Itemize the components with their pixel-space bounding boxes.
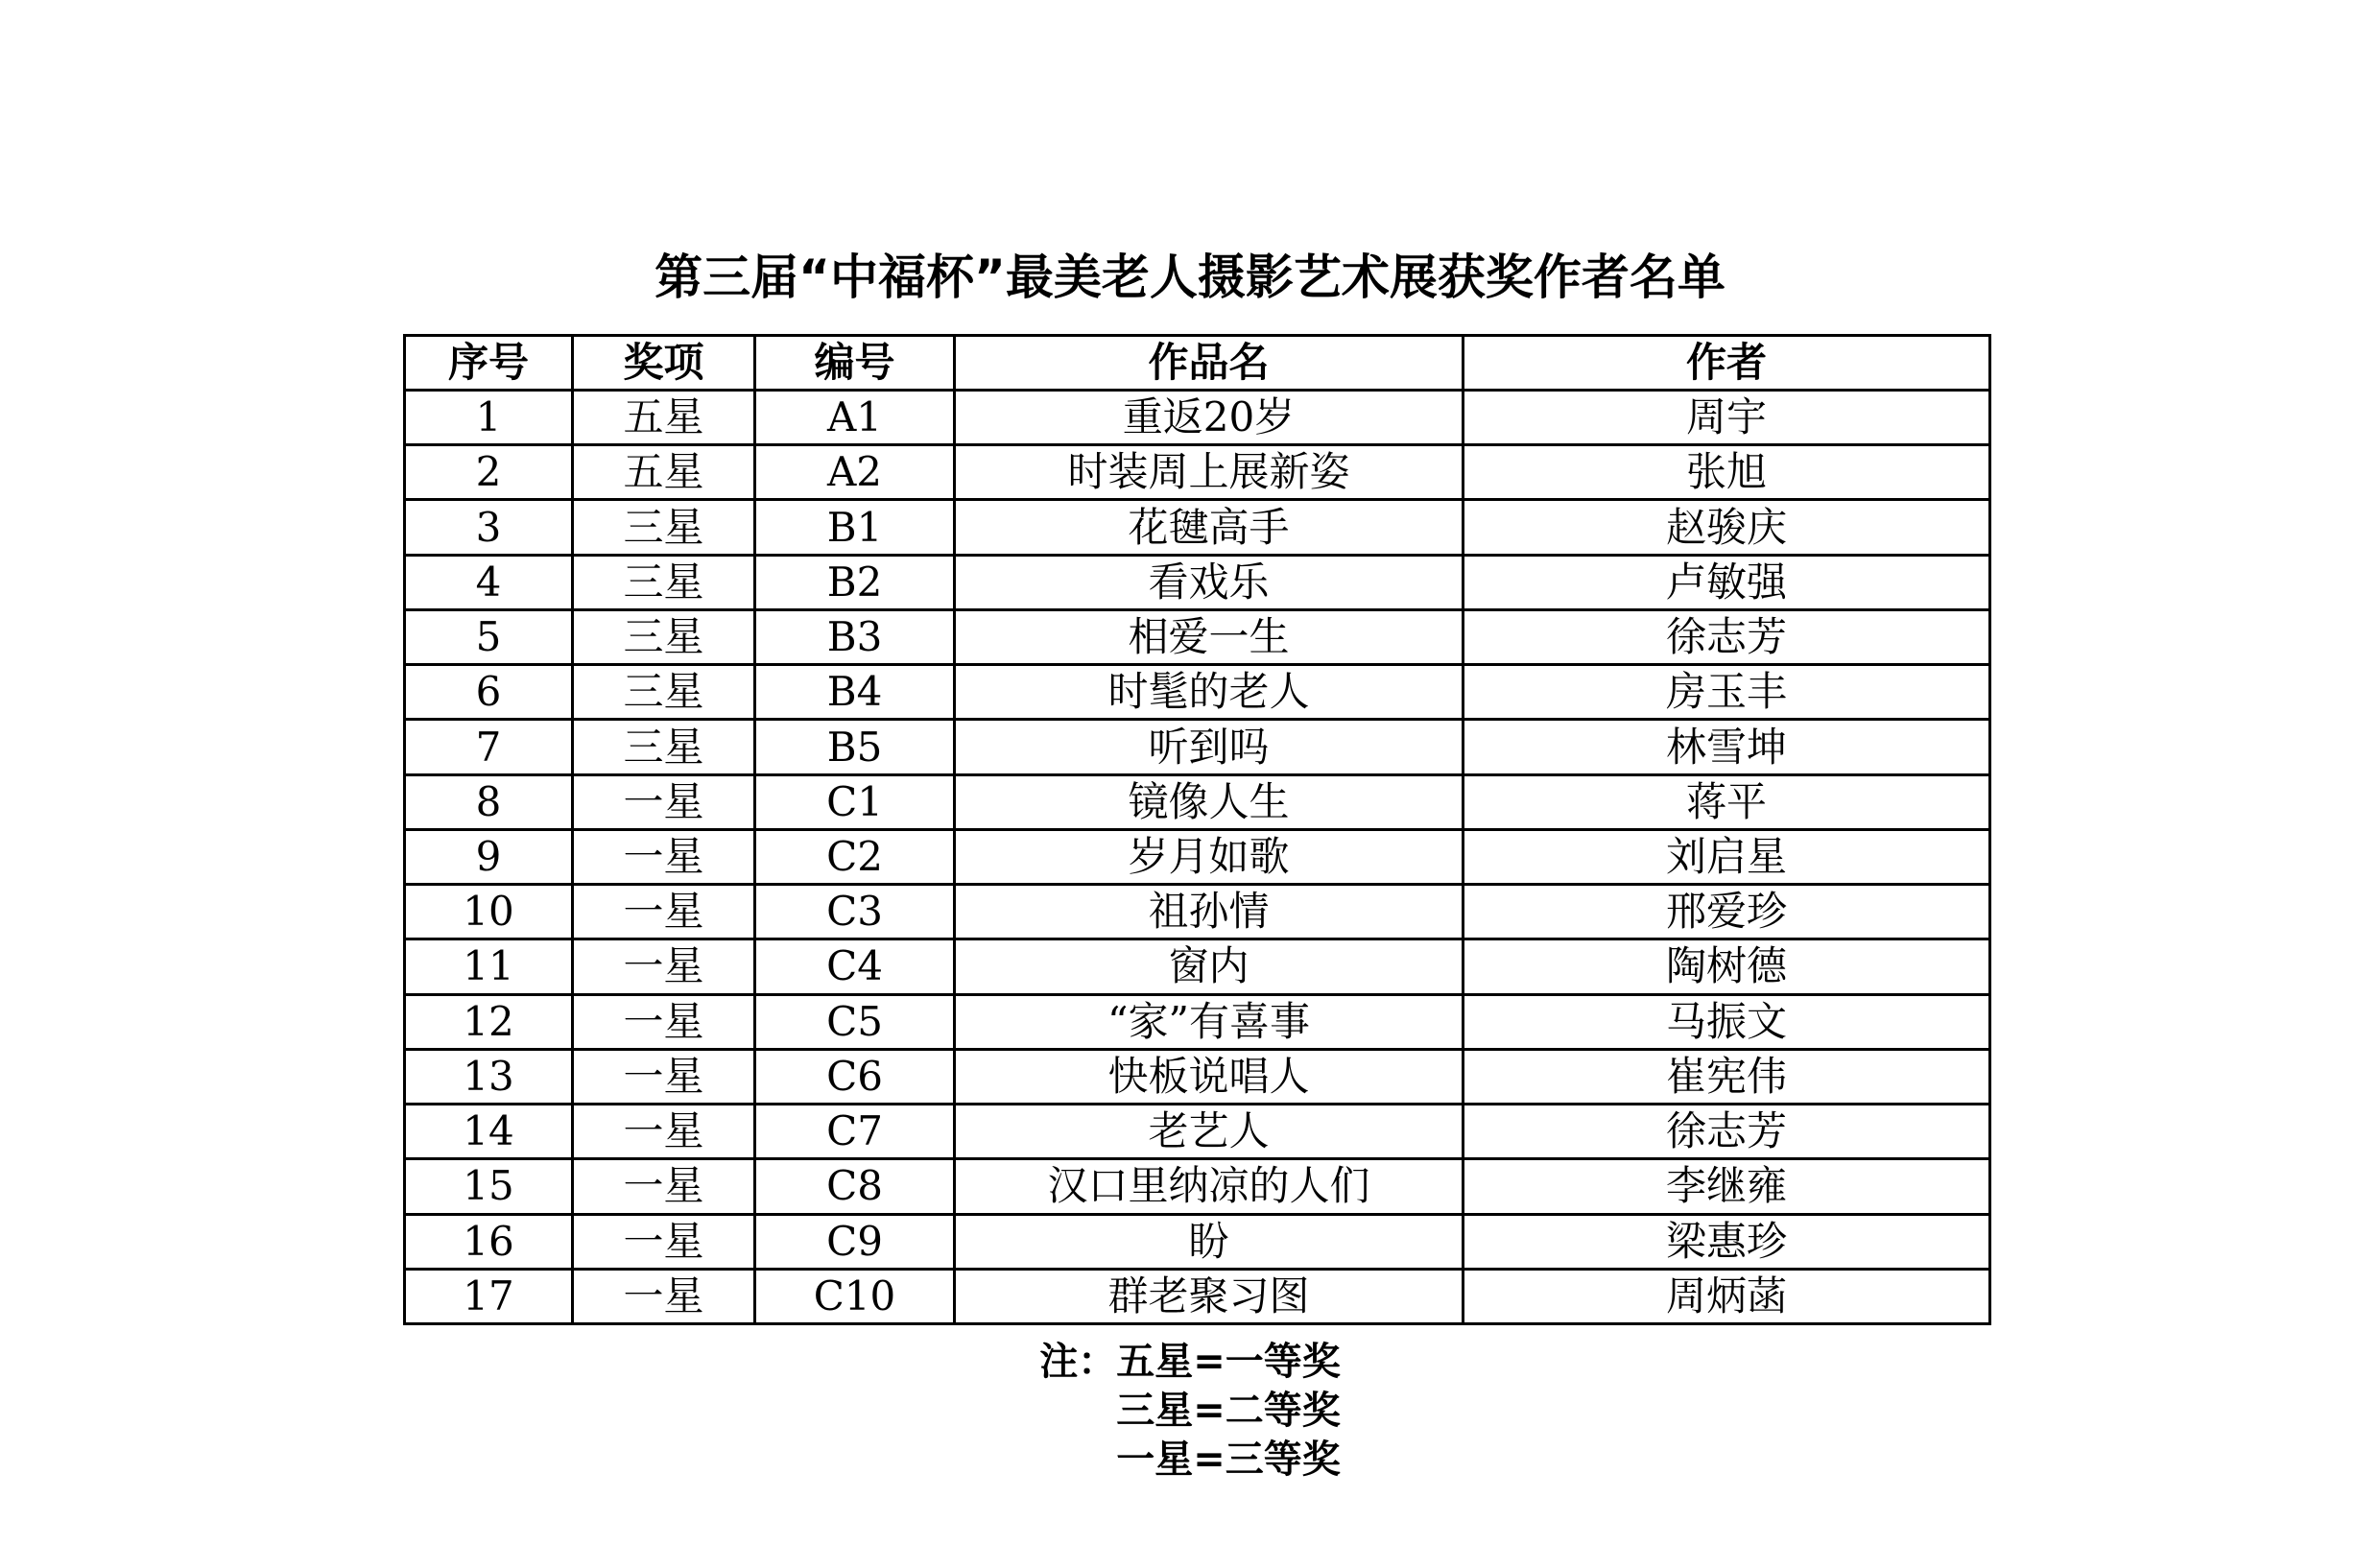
cell-code: B2 bbox=[755, 555, 955, 609]
cell-serial-number: 5 bbox=[405, 609, 573, 664]
table-row bbox=[405, 1269, 1990, 1323]
cell-serial-number: 16 bbox=[405, 1214, 573, 1269]
cell-code: B1 bbox=[755, 500, 955, 555]
cell-work-title: 祖孙情 bbox=[955, 885, 1464, 939]
cell-award: 一星 bbox=[573, 1269, 755, 1323]
table-row bbox=[405, 774, 1990, 829]
awards-table bbox=[403, 334, 1991, 1325]
cell-work-title: 相爱一生 bbox=[955, 609, 1464, 664]
cell-serial-number: 12 bbox=[405, 994, 573, 1049]
cell-code: C10 bbox=[755, 1269, 955, 1323]
cell-award: 一星 bbox=[573, 774, 755, 829]
cell-award: 三星 bbox=[573, 555, 755, 609]
cell-serial-number: 2 bbox=[405, 445, 573, 500]
award-notes bbox=[0, 1338, 2380, 1485]
table-row bbox=[405, 885, 1990, 939]
cell-code: C8 bbox=[755, 1159, 955, 1214]
cell-serial-number: 3 bbox=[405, 500, 573, 555]
table-row bbox=[405, 445, 1990, 500]
cell-award: 一星 bbox=[573, 1214, 755, 1269]
cell-work-title: 老艺人 bbox=[955, 1105, 1464, 1159]
cell-award: 五星 bbox=[573, 445, 755, 500]
table-row bbox=[405, 1214, 1990, 1269]
cell-work-title: 镜像人生 bbox=[955, 774, 1464, 829]
cell-award: 三星 bbox=[573, 720, 755, 774]
cell-author: 李继雍 bbox=[1464, 1159, 1990, 1214]
cell-award: 一星 bbox=[573, 994, 755, 1049]
cell-award: 一星 bbox=[573, 1105, 755, 1159]
cell-serial-number: 9 bbox=[405, 829, 573, 884]
table-header-row bbox=[405, 336, 1990, 391]
header-serial-number: 序号 bbox=[405, 336, 573, 391]
document-title: 第三届“中福杯”最美老人摄影艺术展获奖作者名单 bbox=[654, 250, 1726, 305]
cell-code: C1 bbox=[755, 774, 955, 829]
cell-award: 一星 bbox=[573, 885, 755, 939]
cell-author: 蒋平 bbox=[1464, 774, 1990, 829]
cell-author: 赵骏庆 bbox=[1464, 500, 1990, 555]
cell-award: 一星 bbox=[573, 829, 755, 884]
cell-code: C7 bbox=[755, 1105, 955, 1159]
cell-serial-number: 8 bbox=[405, 774, 573, 829]
table-row bbox=[405, 720, 1990, 774]
note-line bbox=[0, 1387, 2380, 1436]
cell-award: 五星 bbox=[573, 391, 755, 445]
cell-author: 陶树德 bbox=[1464, 939, 1990, 994]
cell-award: 一星 bbox=[573, 1049, 755, 1104]
cell-code: B5 bbox=[755, 720, 955, 774]
cell-author: 林雪坤 bbox=[1464, 720, 1990, 774]
table-row bbox=[405, 1159, 1990, 1214]
cell-code: C5 bbox=[755, 994, 955, 1049]
cell-author: 刘启星 bbox=[1464, 829, 1990, 884]
table-row bbox=[405, 829, 1990, 884]
cell-work-title: 看戏乐 bbox=[955, 555, 1464, 609]
table-row bbox=[405, 994, 1990, 1049]
note-line bbox=[0, 1436, 2380, 1485]
cell-work-title: 汉口里纳凉的人们 bbox=[955, 1159, 1464, 1214]
table-row bbox=[405, 391, 1990, 445]
cell-award: 三星 bbox=[573, 609, 755, 664]
cell-work-title: 花毽高手 bbox=[955, 500, 1464, 555]
note-prefix: 注： bbox=[1039, 1340, 1117, 1384]
cell-author: 周宇 bbox=[1464, 391, 1990, 445]
cell-work-title: 重返20岁 bbox=[955, 391, 1464, 445]
table-row bbox=[405, 665, 1990, 720]
note-text: 五星=一等奖 bbox=[1116, 1340, 1341, 1384]
cell-code: C2 bbox=[755, 829, 955, 884]
cell-serial-number: 11 bbox=[405, 939, 573, 994]
cell-code: C3 bbox=[755, 885, 955, 939]
cell-serial-number: 17 bbox=[405, 1269, 573, 1323]
cell-code: C6 bbox=[755, 1049, 955, 1104]
header-author: 作者 bbox=[1464, 336, 1990, 391]
cell-code: B3 bbox=[755, 609, 955, 664]
cell-author: 周炳菡 bbox=[1464, 1269, 1990, 1323]
cell-author: 卢敏强 bbox=[1464, 555, 1990, 609]
cell-work-title: 群老聚习图 bbox=[955, 1269, 1464, 1323]
cell-author: 邢爱珍 bbox=[1464, 885, 1990, 939]
header-code: 编号 bbox=[755, 336, 955, 391]
cell-award: 三星 bbox=[573, 500, 755, 555]
cell-author: 崔宪伟 bbox=[1464, 1049, 1990, 1104]
cell-code: B4 bbox=[755, 665, 955, 720]
table-row bbox=[405, 555, 1990, 609]
cell-serial-number: 10 bbox=[405, 885, 573, 939]
cell-work-title: 窗内 bbox=[955, 939, 1464, 994]
cell-serial-number: 14 bbox=[405, 1105, 573, 1159]
table-row bbox=[405, 1105, 1990, 1159]
cell-work-title: 盼 bbox=[955, 1214, 1464, 1269]
cell-author: 张旭 bbox=[1464, 445, 1990, 500]
table-row bbox=[405, 939, 1990, 994]
cell-serial-number: 7 bbox=[405, 720, 573, 774]
table-row bbox=[405, 1049, 1990, 1104]
cell-work-title: 快板说唱人 bbox=[955, 1049, 1464, 1104]
cell-work-title: “家”有喜事 bbox=[955, 994, 1464, 1049]
header-work-title: 作品名 bbox=[955, 336, 1464, 391]
table-row bbox=[405, 609, 1990, 664]
cell-code: C4 bbox=[755, 939, 955, 994]
cell-author: 徐志芳 bbox=[1464, 609, 1990, 664]
cell-author: 梁惠珍 bbox=[1464, 1214, 1990, 1269]
note-text: 一星=三等奖 bbox=[1116, 1438, 1341, 1482]
cell-author: 房玉丰 bbox=[1464, 665, 1990, 720]
note-line bbox=[0, 1338, 2380, 1387]
cell-work-title: 听到吗 bbox=[955, 720, 1464, 774]
cell-award: 一星 bbox=[573, 939, 755, 994]
cell-award: 一星 bbox=[573, 1159, 755, 1214]
cell-serial-number: 13 bbox=[405, 1049, 573, 1104]
table-row bbox=[405, 500, 1990, 555]
note-text: 三星=二等奖 bbox=[1116, 1389, 1341, 1433]
cell-serial-number: 15 bbox=[405, 1159, 573, 1214]
cell-award: 三星 bbox=[573, 665, 755, 720]
cell-author: 徐志芳 bbox=[1464, 1105, 1990, 1159]
cell-code: A1 bbox=[755, 391, 955, 445]
cell-code: A2 bbox=[755, 445, 955, 500]
cell-serial-number: 6 bbox=[405, 665, 573, 720]
cell-work-title: 时髦的老人 bbox=[955, 665, 1464, 720]
table-body bbox=[405, 391, 1990, 1324]
header-award: 奖项 bbox=[573, 336, 755, 391]
cell-work-title: 时装周上展新姿 bbox=[955, 445, 1464, 500]
cell-serial-number: 1 bbox=[405, 391, 573, 445]
cell-serial-number: 4 bbox=[405, 555, 573, 609]
cell-code: C9 bbox=[755, 1214, 955, 1269]
cell-work-title: 岁月如歌 bbox=[955, 829, 1464, 884]
cell-author: 马振文 bbox=[1464, 994, 1990, 1049]
